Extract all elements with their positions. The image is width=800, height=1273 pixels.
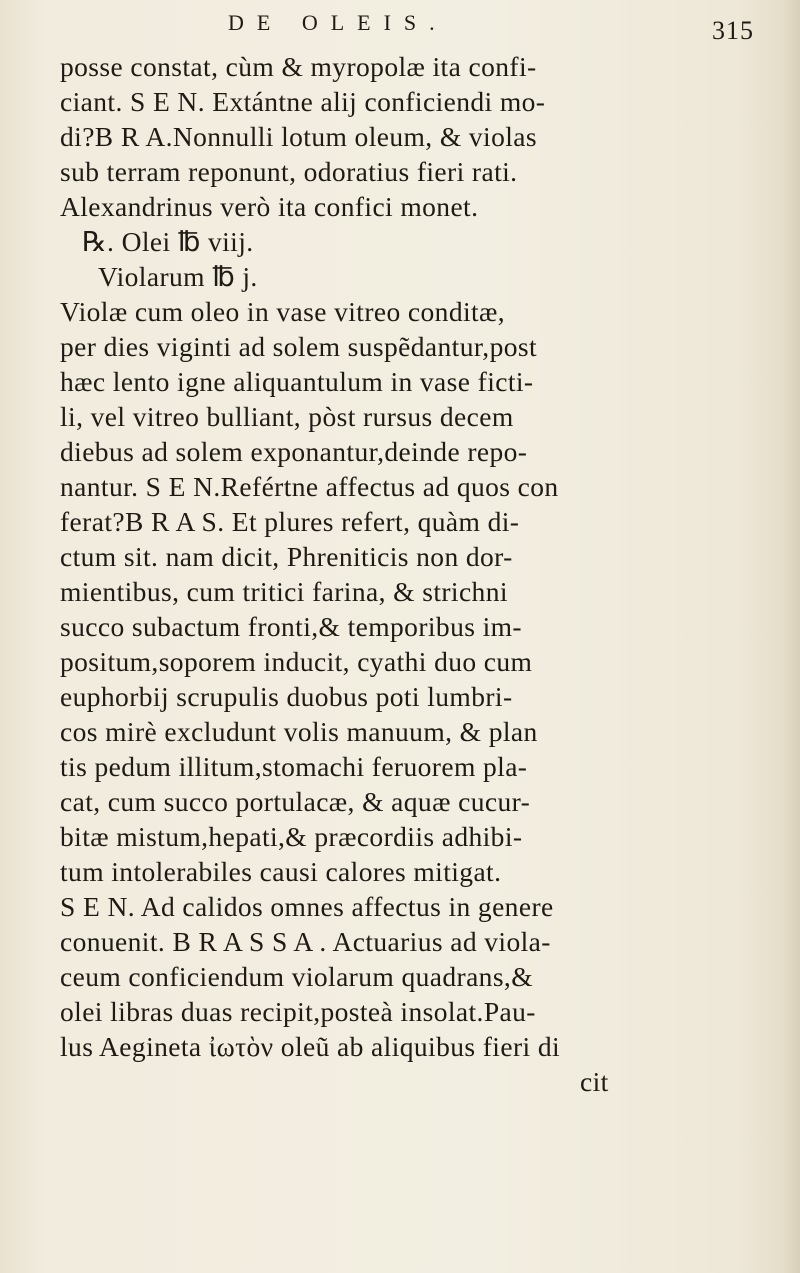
recipe-line: ℞. Olei ℔ viij. [82, 226, 254, 257]
page-edge-shadow [782, 0, 800, 1273]
text-line: cos mirè excludunt volis manuum, & plan [60, 716, 538, 747]
text-line: nantur. S E N.Refértne affectus ad quos con [60, 471, 559, 502]
text-line: hæc lento igne aliquantulum in vase ficti- [60, 366, 534, 397]
text-line: ferat?B R A S. Et plures refert, quàm di- [60, 506, 520, 537]
text-line: li, vel vitreo bulliant, pòst rursus decem [60, 401, 514, 432]
text-line: positum,soporem inducit, cyathi duo cum [60, 646, 533, 677]
text-line: euphorbij scrupulis duobus poti lumbri- [60, 681, 513, 712]
page-number: 315 [712, 16, 754, 45]
recipe-line: Violarum ℔ j. [98, 261, 258, 292]
page-header [0, 8, 800, 48]
text-line: cat, cum succo portulacæ, & aquæ cucur- [60, 786, 531, 817]
text-line: cit [580, 1066, 609, 1097]
body-text [60, 49, 760, 1099]
text-line: lus Aegineta ἰωτὸν oleũ ab aliquibus fieri di [60, 1031, 561, 1062]
text-line: tis pedum illitum,stomachi feruorem pla- [60, 751, 528, 782]
text-line: mientibus, cum tritici farina, & strichni [60, 576, 508, 607]
running-head: DE OLEIS. [228, 10, 448, 35]
text-line: Violæ cum oleo in vase vitreo conditæ, [60, 296, 506, 327]
text-line: sub terram reponunt, odoratius fieri rati. [60, 156, 518, 187]
text-line: S E N. Ad calidos omnes affectus in genere [60, 891, 554, 922]
text-line: ciant. S E N. Extántne alij conficiendi mo- [60, 86, 546, 117]
text-line: olei libras duas recipit,posteà insolat.Pau- [60, 996, 536, 1027]
text-line: conuenit. B R A S S A . Actuarius ad viola- [60, 926, 551, 957]
text-line: Alexandrinus verò ita confici monet. [60, 191, 479, 222]
text-line: per dies viginti ad solem suspẽdantur,post [60, 331, 538, 362]
text-line: ceum conficiendum violarum quadrans,& [60, 961, 533, 992]
text-line: bitæ mistum,hepati,& præcordiis adhibi- [60, 821, 523, 852]
text-line: diebus ad solem exponantur,deinde repo- [60, 436, 528, 467]
text-line: ctum sit. nam dicit, Phreniticis non dor- [60, 541, 513, 572]
text-line: succo subactum fronti,& temporibus im- [60, 611, 522, 642]
text-line: di?B R A.Nonnulli lotum oleum, & violas [60, 121, 537, 152]
text-line: tum intolerabiles causi calores mitigat. [60, 856, 502, 887]
text-line: posse constat, cùm & myropolæ ita confi- [60, 51, 537, 82]
